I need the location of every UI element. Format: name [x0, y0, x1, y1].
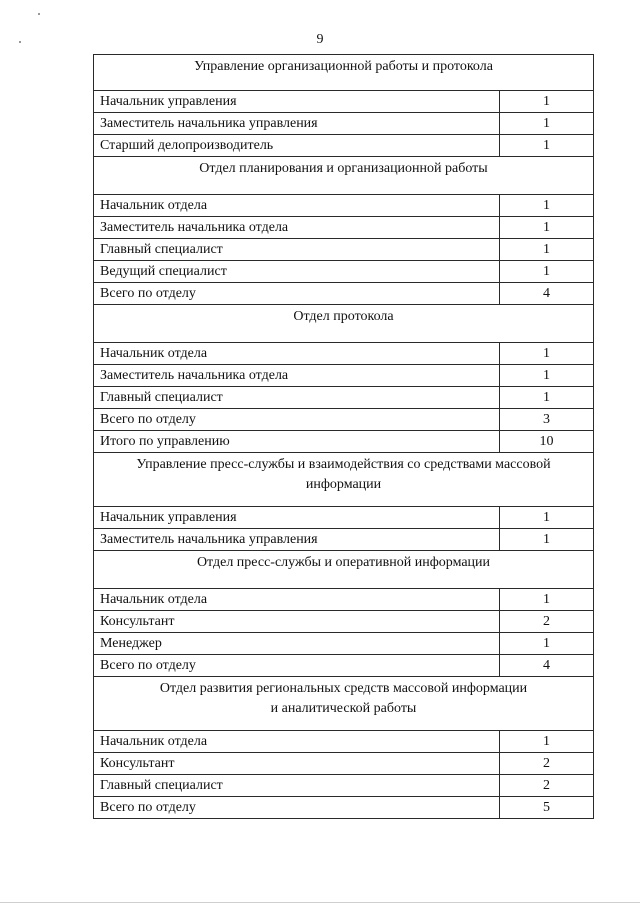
section-title-line: Управление пресс-службы и взаимодействия со средствами массовой [136, 457, 551, 472]
position-row [94, 113, 594, 135]
position-count: 1 [500, 113, 594, 135]
section-title [94, 453, 594, 507]
section-header-row [94, 305, 594, 343]
position-name: Итого по управлению [94, 431, 500, 453]
position-name: Начальник управления [94, 91, 500, 113]
staffing-table [93, 54, 594, 819]
section-title-line: и аналитической работы [270, 701, 417, 716]
position-count: 1 [500, 633, 594, 655]
position-count: 5 [500, 797, 594, 819]
position-name: Начальник отдела [94, 589, 500, 611]
position-row [94, 91, 594, 113]
position-row [94, 387, 594, 409]
position-name: Главный специалист [94, 387, 500, 409]
position-count: 1 [500, 731, 594, 753]
position-count: 3 [500, 409, 594, 431]
position-count: 1 [500, 343, 594, 365]
position-name: Всего по отделу [94, 283, 500, 305]
section-header-row [94, 55, 594, 91]
position-name: Начальник отдела [94, 195, 500, 217]
position-name: Начальник отдела [94, 343, 500, 365]
position-count: 1 [500, 365, 594, 387]
position-count: 10 [500, 431, 594, 453]
position-count: 4 [500, 283, 594, 305]
position-count: 1 [500, 387, 594, 409]
position-count: 2 [500, 753, 594, 775]
position-row [94, 633, 594, 655]
position-row [94, 589, 594, 611]
position-name: Консультант [94, 753, 500, 775]
section-header-row [94, 453, 594, 507]
section-title-line: Управление организационной работы и протокола [194, 59, 493, 74]
position-count: 1 [500, 195, 594, 217]
position-count: 1 [500, 589, 594, 611]
section-title [94, 55, 594, 91]
position-name: Консультант [94, 611, 500, 633]
position-row [94, 731, 594, 753]
section-title-line: Отдел протокола [293, 309, 394, 324]
position-row [94, 507, 594, 529]
position-row [94, 431, 594, 453]
section-title-line: информации [305, 477, 382, 492]
position-row [94, 797, 594, 819]
scan-speck [19, 41, 21, 43]
position-count: 1 [500, 507, 594, 529]
position-name: Заместитель начальника управления [94, 113, 500, 135]
position-count: 1 [500, 135, 594, 157]
staffing-table-body [94, 55, 594, 819]
position-name: Ведущий специалист [94, 261, 500, 283]
position-count: 2 [500, 611, 594, 633]
position-row [94, 409, 594, 431]
position-row [94, 365, 594, 387]
position-name: Начальник управления [94, 507, 500, 529]
position-name: Заместитель начальника управления [94, 529, 500, 551]
section-title [94, 157, 594, 195]
position-count: 1 [500, 91, 594, 113]
position-name: Начальник отдела [94, 731, 500, 753]
position-count: 1 [500, 261, 594, 283]
position-row [94, 343, 594, 365]
section-header-row [94, 157, 594, 195]
position-name: Старший делопроизводитель [94, 135, 500, 157]
section-title [94, 677, 594, 731]
position-row [94, 775, 594, 797]
position-row [94, 261, 594, 283]
page-number: 9 [316, 32, 324, 47]
section-title-line: Отдел пресс-службы и оперативной информации [196, 555, 491, 570]
position-row [94, 239, 594, 261]
section-title [94, 551, 594, 589]
position-count: 2 [500, 775, 594, 797]
position-row [94, 195, 594, 217]
position-row [94, 753, 594, 775]
section-title-line: Отдел планирования и организационной работы [199, 161, 488, 176]
position-name: Всего по отделу [94, 409, 500, 431]
scan-speck [38, 13, 40, 15]
position-row [94, 135, 594, 157]
section-header-row [94, 551, 594, 589]
section-title-line: Отдел развития региональных средств массовой информации [159, 681, 528, 696]
position-name: Главный специалист [94, 239, 500, 261]
position-name: Заместитель начальника отдела [94, 365, 500, 387]
position-row [94, 283, 594, 305]
position-count: 1 [500, 217, 594, 239]
position-row [94, 611, 594, 633]
position-count: 1 [500, 529, 594, 551]
position-name: Заместитель начальника отдела [94, 217, 500, 239]
position-name: Всего по отделу [94, 655, 500, 677]
position-row [94, 217, 594, 239]
position-name: Главный специалист [94, 775, 500, 797]
position-count: 1 [500, 239, 594, 261]
section-header-row [94, 677, 594, 731]
position-name: Менеджер [94, 633, 500, 655]
position-row [94, 655, 594, 677]
page-bottom-edge [0, 902, 640, 903]
position-row [94, 529, 594, 551]
position-count: 4 [500, 655, 594, 677]
section-title [94, 305, 594, 343]
position-name: Всего по отделу [94, 797, 500, 819]
